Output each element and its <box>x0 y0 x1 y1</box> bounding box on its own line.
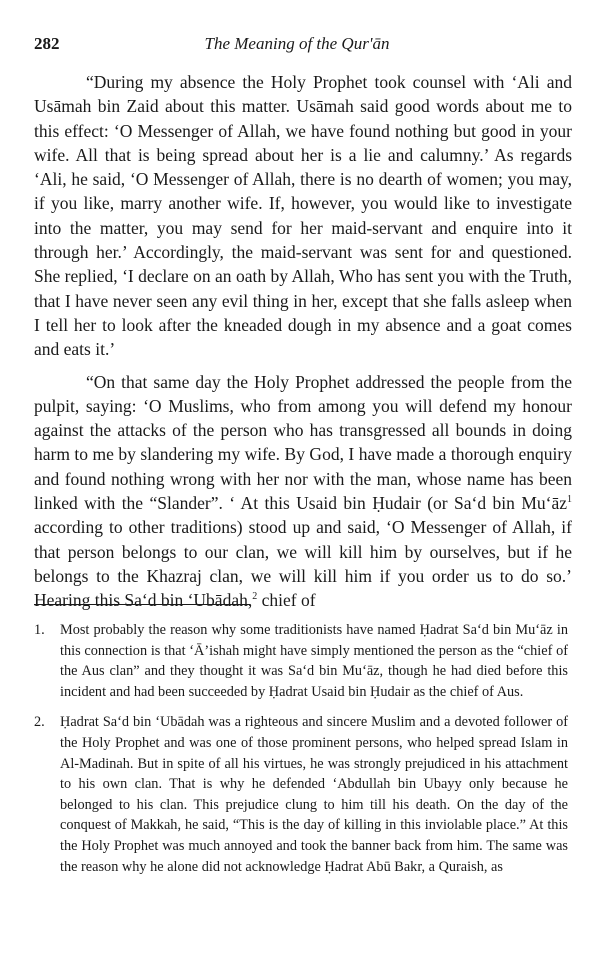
footnote-divider <box>34 604 250 605</box>
paragraph-2-text-b: according to other traditions) stood up and said, ‘O Messenger of Allah, if that person belongs to our clan, we will kill him by ourselves, but if he belongs to the Khazraj clan, we will kill him if you order us to do so.’ Hearing this Sa‘d bin ‘Ubādah, <box>34 517 572 611</box>
page-header <box>34 34 560 58</box>
page-number: 282 <box>34 34 60 53</box>
footnote-1 <box>34 620 568 702</box>
footnote-text: Most probably the reason why some traditionists have named Ḥadrat Sa‘d bin Mu‘āz in this connection is that ‘Ā’ishah might have simply mentioned the person as the “chief of the Aus clan” and they thought it was Sa‘d bin Mu‘āz, though he had died before this incident and had been succeeded by Ḥadrat Usaid bin Ḥudair as the chief of Aus. <box>60 622 568 700</box>
footnotes <box>34 620 568 877</box>
footnote-ref-1: 1 <box>567 494 572 506</box>
footnote-2 <box>34 712 568 877</box>
paragraph-2 <box>34 370 572 613</box>
footnote-ref-2: 2 <box>252 591 258 603</box>
running-title: The Meaning of the Qur'ān <box>204 34 390 53</box>
paragraph-1: “During my absence the Holy Prophet took counsel with ‘Ali and Usāmah bin Zaid about this matter. Usāmah said good words about me to this effect: ‘O Messenger of Allah, we have found nothing but good in your wife. All that is being spread about her is a lie and calumny.’ As regards ‘Ali, he said, ‘O Messenger of Allah, there is no dearth of women; you may, if you like, marry another wife. If, however, you would like to investigate into the matter, you may send for her maid-servant and enquire into it through her.’ Accordingly, the maid-servant was sent for and questioned. She replied, ‘I declare on an oath by Allah, Who has sent you with the Truth, that I have never seen any evil thing in her, except that she falls asleep when I tell her to look after the kneaded dough in my absence and a goat comes and eats it.’ <box>34 72 572 360</box>
paragraph-2-text-c: chief of <box>257 590 316 611</box>
footnote-number: 2. <box>34 714 45 731</box>
footnote-number: 1. <box>34 622 45 638</box>
paragraph-2-text-a: “On that same day the Holy Prophet addressed the people from the pulpit, saying: ‘O Muslims, who from among you will defend my honour against the attacks of the person who has transgressed all bounds in doing harm to me by slandering my wife. By God, I have made a thorough enquiry and found nothing wrong with her nor with the man, whose name has been linked with the “Slander”. ‘ At this Usaid bin Ḥudair (or Sa‘d bin Mu‘āz <box>34 371 572 514</box>
body-text <box>34 70 572 613</box>
footnote-text: Ḥadrat Sa‘d bin ‘Ubādah was a righteous and sincere Muslim and a devoted follower of the Holy Prophet and was one of those prominent persons, who helped spread Islam in Al-Madinah. But in spite of all his virtues, he was strongly prejudiced in his attachment to his own clan. That is why he defended ‘Abdullah bin Ubayy only because he belonged to his clan. This prejudice clung to him till his death. On the day of the conquest of Makkah, he said, “This is the day of killing in this inviolable place.” At this the Holy Prophet was much annoyed and took the banner back from him. The same was the reason why he alone did not acknowledge Ḥadrat Abū Bakr, a Quraish, as <box>60 714 568 875</box>
